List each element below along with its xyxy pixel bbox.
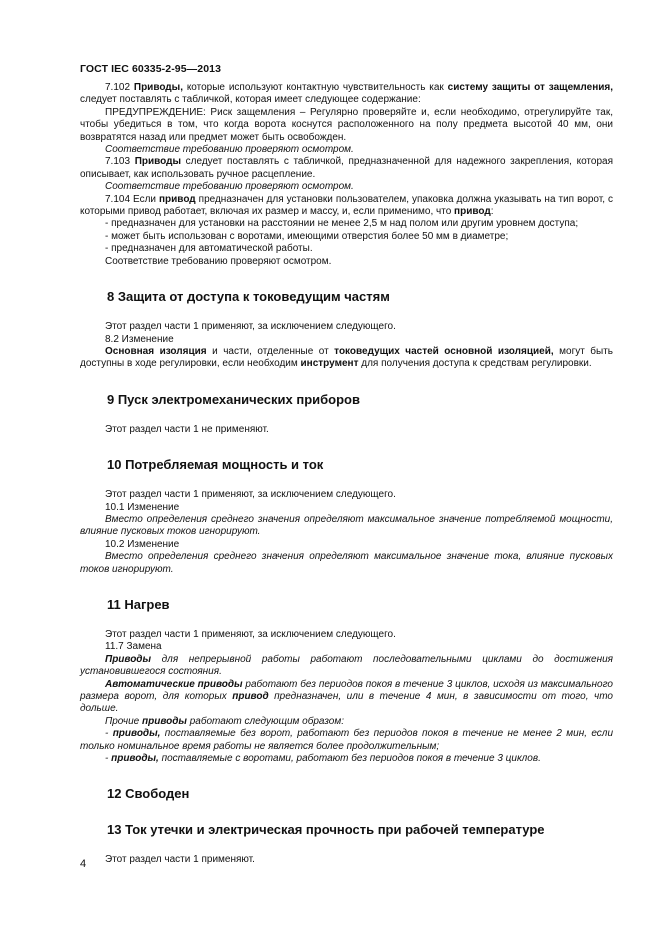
- paragraph: [80, 181, 613, 193]
- text-run: 7.103: [105, 156, 135, 168]
- section-heading: 11 Нагрев: [107, 596, 170, 612]
- text-run: 8.2 Изменение: [105, 333, 174, 345]
- paragraph: [80, 539, 613, 551]
- paragraph: [80, 716, 613, 728]
- paragraph: [80, 156, 613, 181]
- text-run: Вместо определения среднего значения определяют максимальное значение потребляемой мощности, влияние пусковых токов игнорируют.: [80, 513, 613, 538]
- paragraph: [80, 256, 613, 268]
- bold-term: Основная изоляция: [105, 345, 207, 357]
- text-run: поставляемые с воротами, работают без периодов покоя в течение 3 циклов.: [158, 753, 541, 765]
- paragraph: [80, 144, 613, 156]
- bold-term: Приводы,: [133, 82, 183, 93]
- text-run: Этот раздел части 1 не применяют.: [105, 423, 269, 435]
- text-run: и части, отделенные от: [206, 345, 335, 357]
- text-run: :: [490, 206, 494, 218]
- text-run: Соответствие требованию проверяют осмотром.: [105, 255, 332, 267]
- text-run: предназначен для установки пользователем, упаковка должна указывать на тип ворот, с которыми привод работает, включая их размер и массу, и, если применимо, что: [80, 193, 614, 218]
- bold-term: токоведущих частей основной изоляцией,: [334, 345, 554, 357]
- text-run: следует поставлять с табличкой, предназначенной для надежного закрепления, которая описывает, как использовать ручное расцепление.: [80, 156, 613, 180]
- text-run: 7.102: [105, 82, 134, 93]
- bold-term: привод: [454, 206, 491, 218]
- bold-term: Автоматические приводы: [105, 678, 243, 690]
- document-body: [80, 82, 613, 867]
- text-run: для получения доступа к средствам регулировки.: [358, 358, 592, 370]
- paragraph: [80, 629, 613, 641]
- paragraph: [80, 641, 613, 653]
- section-heading: 13 Ток утечки и электрическая прочность при рабочей температуре: [107, 822, 545, 838]
- text-run: для непрерывной работы работают последовательными циклами до достижения установившегося состояния.: [80, 653, 613, 678]
- bold-term: привод: [232, 691, 269, 702]
- text-run: Прочие: [105, 715, 142, 727]
- section-heading: 10 Потребляемая мощность и ток: [107, 457, 324, 473]
- paragraph: [80, 514, 613, 539]
- paragraph: [80, 194, 613, 219]
- text-run: Соответствие требованию проверяют осмотром.: [105, 181, 354, 193]
- paragraph: [80, 334, 613, 346]
- paragraph: [80, 346, 613, 371]
- bold-term: приводы,: [111, 753, 159, 765]
- document-header: ГОСТ IEC 60335-2-95—2013: [80, 63, 222, 75]
- text-run: 11.7 Замена: [105, 641, 162, 653]
- bold-term: Приводы: [134, 156, 182, 168]
- page-number: 4: [80, 858, 87, 870]
- paragraph: [80, 854, 613, 866]
- text-run: предназначен, или в течение 4 мин, в зависимости от того, что дольше.: [80, 691, 613, 715]
- bold-term: систему защиты от защемления,: [447, 82, 614, 93]
- text-run: - может быть использован с воротами, имеющими отверстия более 50 мм в диаметре;: [105, 230, 509, 242]
- paragraph: [80, 243, 613, 255]
- bold-term: Приводы: [105, 653, 152, 665]
- text-run: -: [105, 753, 112, 765]
- text-run: ПРЕДУПРЕЖДЕНИЕ: Риск защемления – Регулярно проверяйте и, если необходимо, отрегулируйте так, чтобы убедиться в том, что когда ворота коснутся расположенного на полу предмета высотой 40 мм, они возвратятся назад или предмет может быть освобожден.: [80, 106, 613, 143]
- paragraph: [80, 753, 613, 765]
- paragraph: [80, 679, 613, 716]
- text-run: могут быть доступны в ходе регулировки, если необходим: [80, 345, 613, 370]
- text-run: работают без периодов покоя в течение 3 циклов, исходя из максимального размера ворот, для которых: [80, 678, 613, 702]
- paragraph: [80, 728, 613, 753]
- bold-term: инструмент: [300, 358, 359, 370]
- text-run: Этот раздел части 1 применяют, за исключением следующего.: [105, 628, 396, 640]
- section-heading: 12 Свободен: [107, 786, 190, 802]
- section-heading: 8 Защита от доступа к токоведущим частям: [107, 289, 390, 305]
- text-run: - предназначен для установки на расстоянии не менее 2,5 м над полом или другим уровнем доступа;: [105, 218, 579, 230]
- paragraph: [80, 502, 613, 514]
- paragraph: [80, 82, 613, 107]
- paragraph: [80, 231, 613, 243]
- text-run: -: [105, 728, 113, 740]
- bold-term: приводы,: [112, 728, 161, 740]
- text-run: Этот раздел части 1 применяют, за исключением следующего.: [105, 489, 396, 501]
- text-run: 7.104 Если: [105, 193, 160, 205]
- paragraph: [80, 424, 613, 436]
- paragraph: [80, 654, 613, 679]
- section-heading: 9 Пуск электромеханических приборов: [107, 391, 360, 407]
- text-run: - предназначен для автоматической работы.: [105, 243, 313, 255]
- text-run: следует поставлять с табличкой, которая имеет следующее содержание:: [80, 94, 421, 106]
- text-run: поставляемые без ворот, работают без периодов покоя в течение не менее 2 мин, если только номинальное время работы не является более продолжительным;: [80, 728, 614, 752]
- paragraph: [80, 321, 613, 333]
- paragraph: [80, 489, 613, 501]
- text-run: Этот раздел части 1 применяют, за исключением следующего.: [105, 321, 396, 333]
- text-run: Этот раздел части 1 применяют.: [105, 854, 255, 866]
- text-run: работают следующим образом:: [186, 715, 344, 727]
- text-run: 10.1 Изменение: [105, 501, 180, 513]
- text-run: 10.2 Изменение: [105, 538, 180, 550]
- bold-term: привод: [159, 193, 196, 205]
- text-run: которые используют контактную чувствительность как: [182, 82, 448, 93]
- paragraph: [80, 551, 613, 576]
- text-run: Вместо определения среднего значения определяют максимальное значение тока, влияние пусковых токов игнорируют.: [80, 551, 613, 575]
- paragraph: [80, 218, 613, 230]
- paragraph: [80, 107, 613, 144]
- text-run: Соответствие требованию проверяют осмотром.: [105, 144, 354, 156]
- bold-term: приводы: [142, 715, 187, 727]
